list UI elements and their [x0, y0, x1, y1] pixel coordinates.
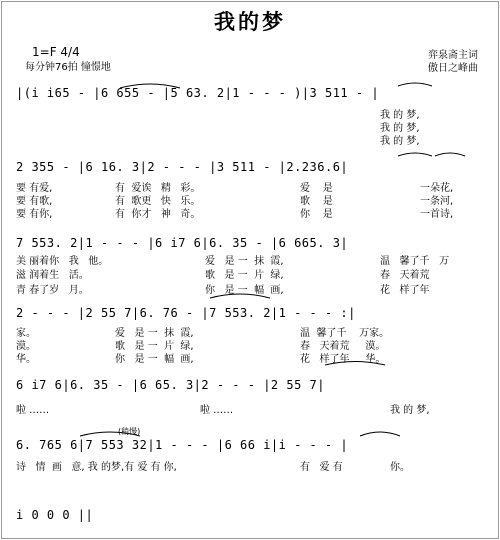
lyric-line: 我 的 梦,	[380, 123, 420, 134]
slur-mark	[435, 153, 465, 156]
slur-mark	[398, 83, 432, 86]
lyric-line: 青 春了岁 月。	[16, 285, 89, 296]
lyric-line: 有 歌更 快 乐。	[115, 196, 201, 207]
notation-line-5: 6 i7 6|6. 35 - |6 65. 3|2 - - - |2 55 7|	[16, 378, 325, 392]
notation-line-2: 2 355 - |6 16. 3|2 - - - |3 511 - |2.236.6|	[16, 160, 349, 174]
lyric-line: 温 馨了千 万家。	[300, 328, 390, 339]
lyric-line: 你 是 一 幅 画,	[115, 354, 194, 365]
lyric-line: 家。	[16, 328, 36, 339]
notation-line-3: 7 553. 2|1 - - - |6 i7 6|6. 35 - |6 665. 3|	[16, 236, 349, 250]
lyricist: 弈泉斋主词	[428, 50, 478, 61]
song-title: 我的梦	[214, 9, 286, 34]
lyric-line: 美 丽着你 我 他。	[16, 256, 109, 267]
lyric-line: 要 有你,	[16, 209, 53, 220]
tempo-annotation: (稍慢)	[118, 427, 141, 436]
lyric-line: 滋 润着生 活。	[16, 270, 89, 281]
lyric-line: 华。	[16, 354, 36, 365]
lyric-line: 我 的 梦,	[380, 136, 420, 147]
lyric-line: 歌 是 一 片 绿,	[115, 341, 194, 352]
lyric-line: 歌 是	[300, 196, 333, 207]
lyric-line: 要 有爱,	[16, 183, 53, 194]
lyric-line: 你 是 一 幅 画,	[205, 285, 284, 296]
lyric-line: 花 样了年	[380, 285, 430, 296]
lyric-line: 歌 是 一 片 绿,	[205, 270, 284, 281]
lyric-line: 一首诗,	[420, 209, 454, 220]
lyric-line: 我 的 梦,	[390, 405, 430, 416]
notation-line-1: |(i i65 - |6 655 - |5 63. 2|1 - - - )|3 511 - |	[16, 86, 380, 100]
lyric-line: 啦 ……	[200, 405, 234, 416]
lyric-line: 有 爱 有	[300, 462, 343, 473]
slur-mark	[360, 432, 400, 436]
notation-line-4: 2 - - - |2 55 7|6. 76 - |7 553. 2|1 - - - :|	[16, 306, 356, 320]
slur-mark	[398, 153, 432, 156]
lyric-line: 春 天着荒 漠。	[300, 341, 386, 352]
lyric-line: 啦 ……	[16, 405, 50, 416]
lyric-line: 温 馨了千 万	[380, 256, 450, 267]
lyric-line: 爱 是 一 抹 霞,	[115, 328, 194, 339]
lyric-line: 有 你才 神 奇。	[115, 209, 201, 220]
lyric-line: 爱 是 一 抹 霞,	[205, 256, 284, 267]
notation-line-6: 6. 765 6|7 553 32|1 - - - |6 66 i|i - - - |	[16, 438, 349, 452]
lyric-line: 你。	[390, 462, 410, 473]
lyric-line: 漠。	[16, 341, 36, 352]
tempo-marking: 每分钟76拍 憧憬地	[25, 62, 111, 73]
key-signature: 1=F 4/4	[32, 45, 80, 59]
lyric-line: 你 是	[300, 209, 333, 220]
lyric-line: 诗 情 画 意, 我 的梦,有 爱 有 你,	[16, 462, 177, 473]
lyric-line: 要 有歌,	[16, 196, 53, 207]
lyric-line: 一朵花,	[420, 183, 454, 194]
lyric-line: 春 天着荒	[380, 270, 430, 281]
lyric-line: 有 爱诶 精 彩。	[115, 183, 201, 194]
lyric-line: 一条河,	[420, 196, 454, 207]
lyric-line: 我 的 梦,	[380, 110, 420, 121]
notation-line-7: i 0 0 0 ||	[16, 508, 94, 522]
lyric-line: 花 样了年 华。	[300, 354, 386, 365]
lyric-line: 爱 是	[300, 183, 333, 194]
composer: 傲日之峰曲	[428, 63, 478, 74]
